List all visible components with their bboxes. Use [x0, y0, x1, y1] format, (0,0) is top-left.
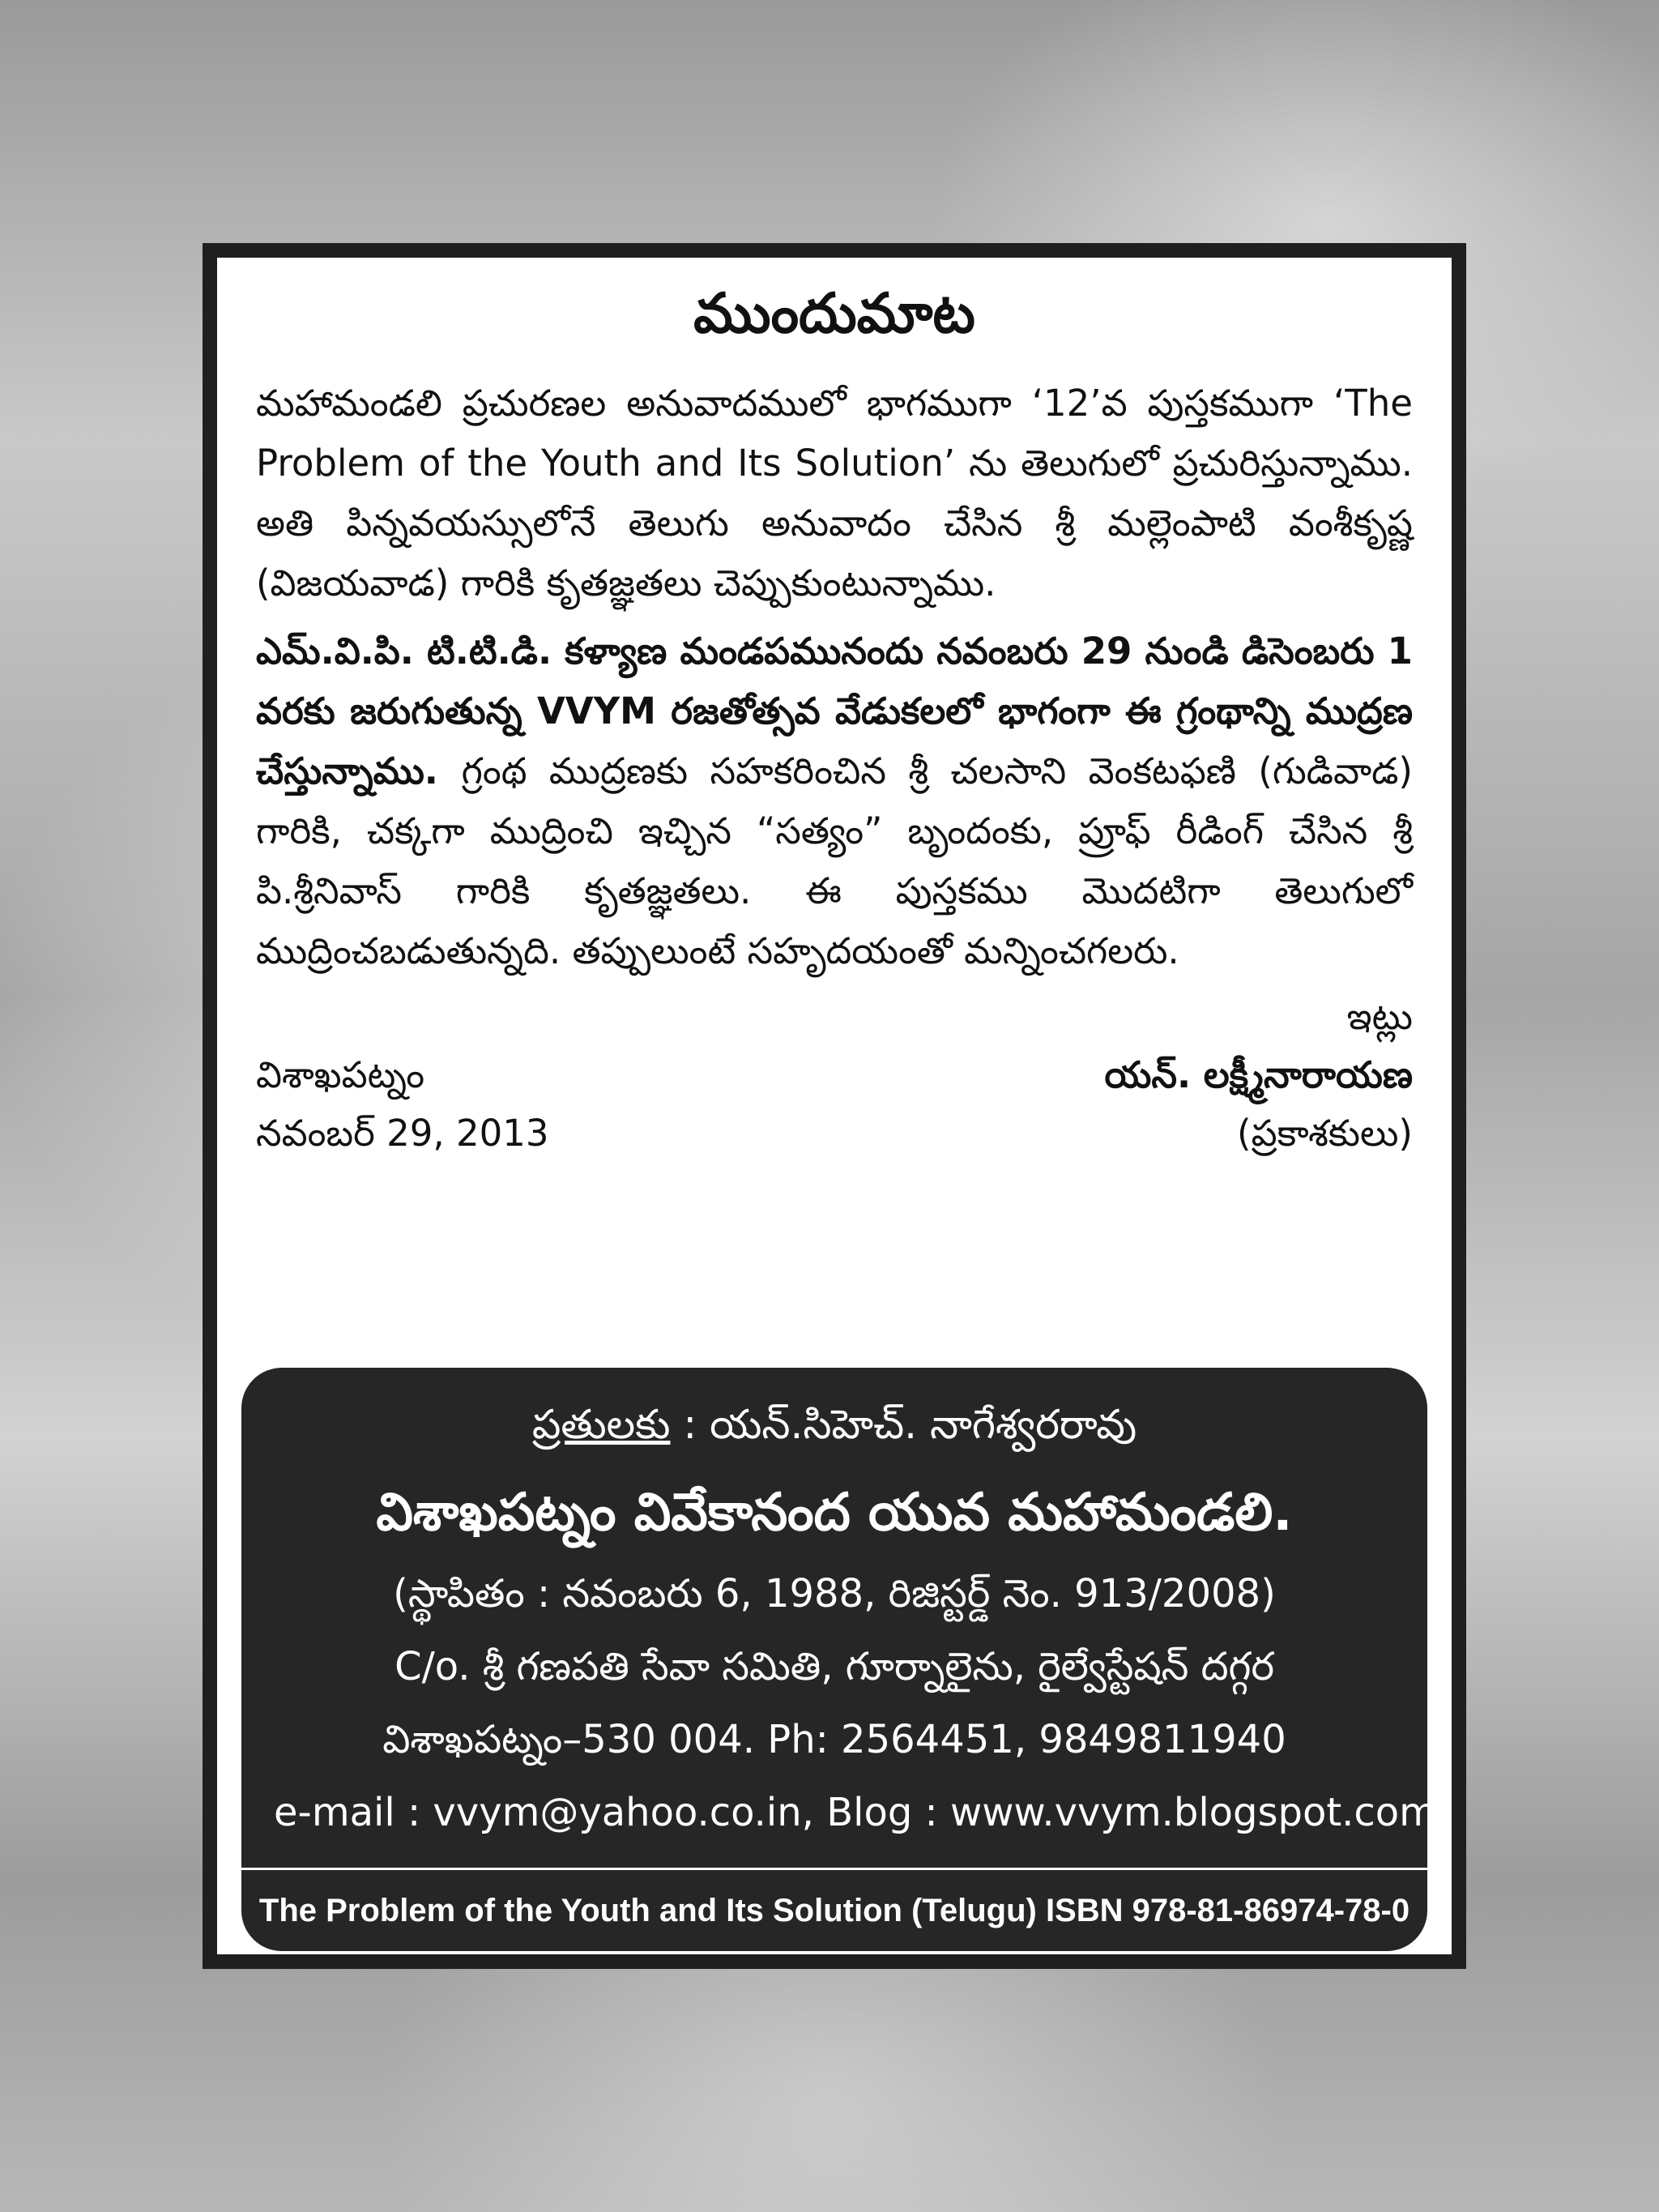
- preface-page: [217, 258, 1452, 1954]
- copies-separator: :: [670, 1401, 710, 1448]
- isbn-line: The Problem of the Youth and Its Solution (Telugu) ISBN 978-81-86974-78-0: [241, 1868, 1427, 1951]
- copies-contact-name: యన్.సిహెచ్. నాగేశ్వరరావు: [710, 1401, 1137, 1448]
- preface-frame: [203, 243, 1466, 1969]
- address-line-1: C/o. శ్రీ గణపతి సేవా సమితి, గూర్నాలైను, రైల్వేస్టేషన్ దగ్గర: [394, 1644, 1274, 1689]
- preface-paragraph-2: [256, 621, 1413, 981]
- established-line: (స్థాపితం : నవంబరు 6, 1988, రిజిస్టర్డ్ నెం. 913/2008): [393, 1571, 1276, 1616]
- closing-word: ఇట్లు: [1346, 995, 1413, 1038]
- organization-name: విశాఖపట్నం వివేకానంద యువ మహామండలి.: [376, 1483, 1293, 1543]
- event-announcement: ఎమ్.వి.పి. టి.టి.డి. కళ్యాణ మండపమునందు నవంబరు 29 నుండి డిసెంబరు 1 వరకు జరుగుతున్న VVYM రజతోత్సవ వేడుకలలో భాగంగా ఈ గ్రంథాన్ని ముద్రణ చేస్తున్నాము.: [256, 630, 1413, 792]
- place-signatory-row: [256, 1046, 1413, 1104]
- preface-paragraph-1: మహామండలి ప్రచురణల అనువాదములో భాగముగా ‘12’వ పుస్తకముగా ‘The Problem of the Youth and Its Solution’ ను తెలుగులో ప్రచురిస్తున్నాము. అతి పిన్నవయస్సులోనే తెలుగు అనువాదం చేసిన శ్రీ మల్లెంపాటి వంశీకృష్ణ (విజయవాడ) గారికి కృతజ్ఞతలు చెప్పుకుంటున్నాము.: [256, 382, 1413, 604]
- contact-box: [241, 1368, 1437, 1951]
- acknowledgements: గ్రంథ ముద్రణకు సహకరించిన శ్రీ చలసాని వెంకటఫణి (గుడివాడ) గారికి, చక్కగా ముద్రించి ఇచ్చిన “సత్యం” బృందంకు, ప్రూఫ్ రీడింగ్ చేసిన శ్రీ పి.శ్రీనివాస్ గారికి కృతజ్ఞతలు. ఈ పుస్తకము మొదటిగా తెలుగులో ముద్రించబడుతున్నది. తప్పులుంటే సహృదయంతో మన్నించగలరు.: [256, 749, 1413, 972]
- place: విశాఖపట్నం: [256, 1053, 425, 1096]
- email-blog-line: e-mail : vvym@yahoo.co.in, Blog : www.vvym.blogspot.com: [274, 1790, 1437, 1835]
- copies-label: ప్రతులకు: [531, 1401, 671, 1448]
- signatory-name: యన్. లక్ష్మీనారాయణ: [1104, 1053, 1413, 1096]
- date: నవంబర్ 29, 2013: [256, 1112, 549, 1155]
- signatory-role: (ప్రకాశకులు): [1237, 1112, 1413, 1155]
- date-role-row: [256, 1104, 1413, 1163]
- address-line-2: విశాఖపట్నం–530 004. Ph: 2564451, 9849811940: [382, 1717, 1286, 1762]
- page-title: ముందుమాట: [693, 282, 975, 346]
- copies-line: [274, 1392, 1395, 1457]
